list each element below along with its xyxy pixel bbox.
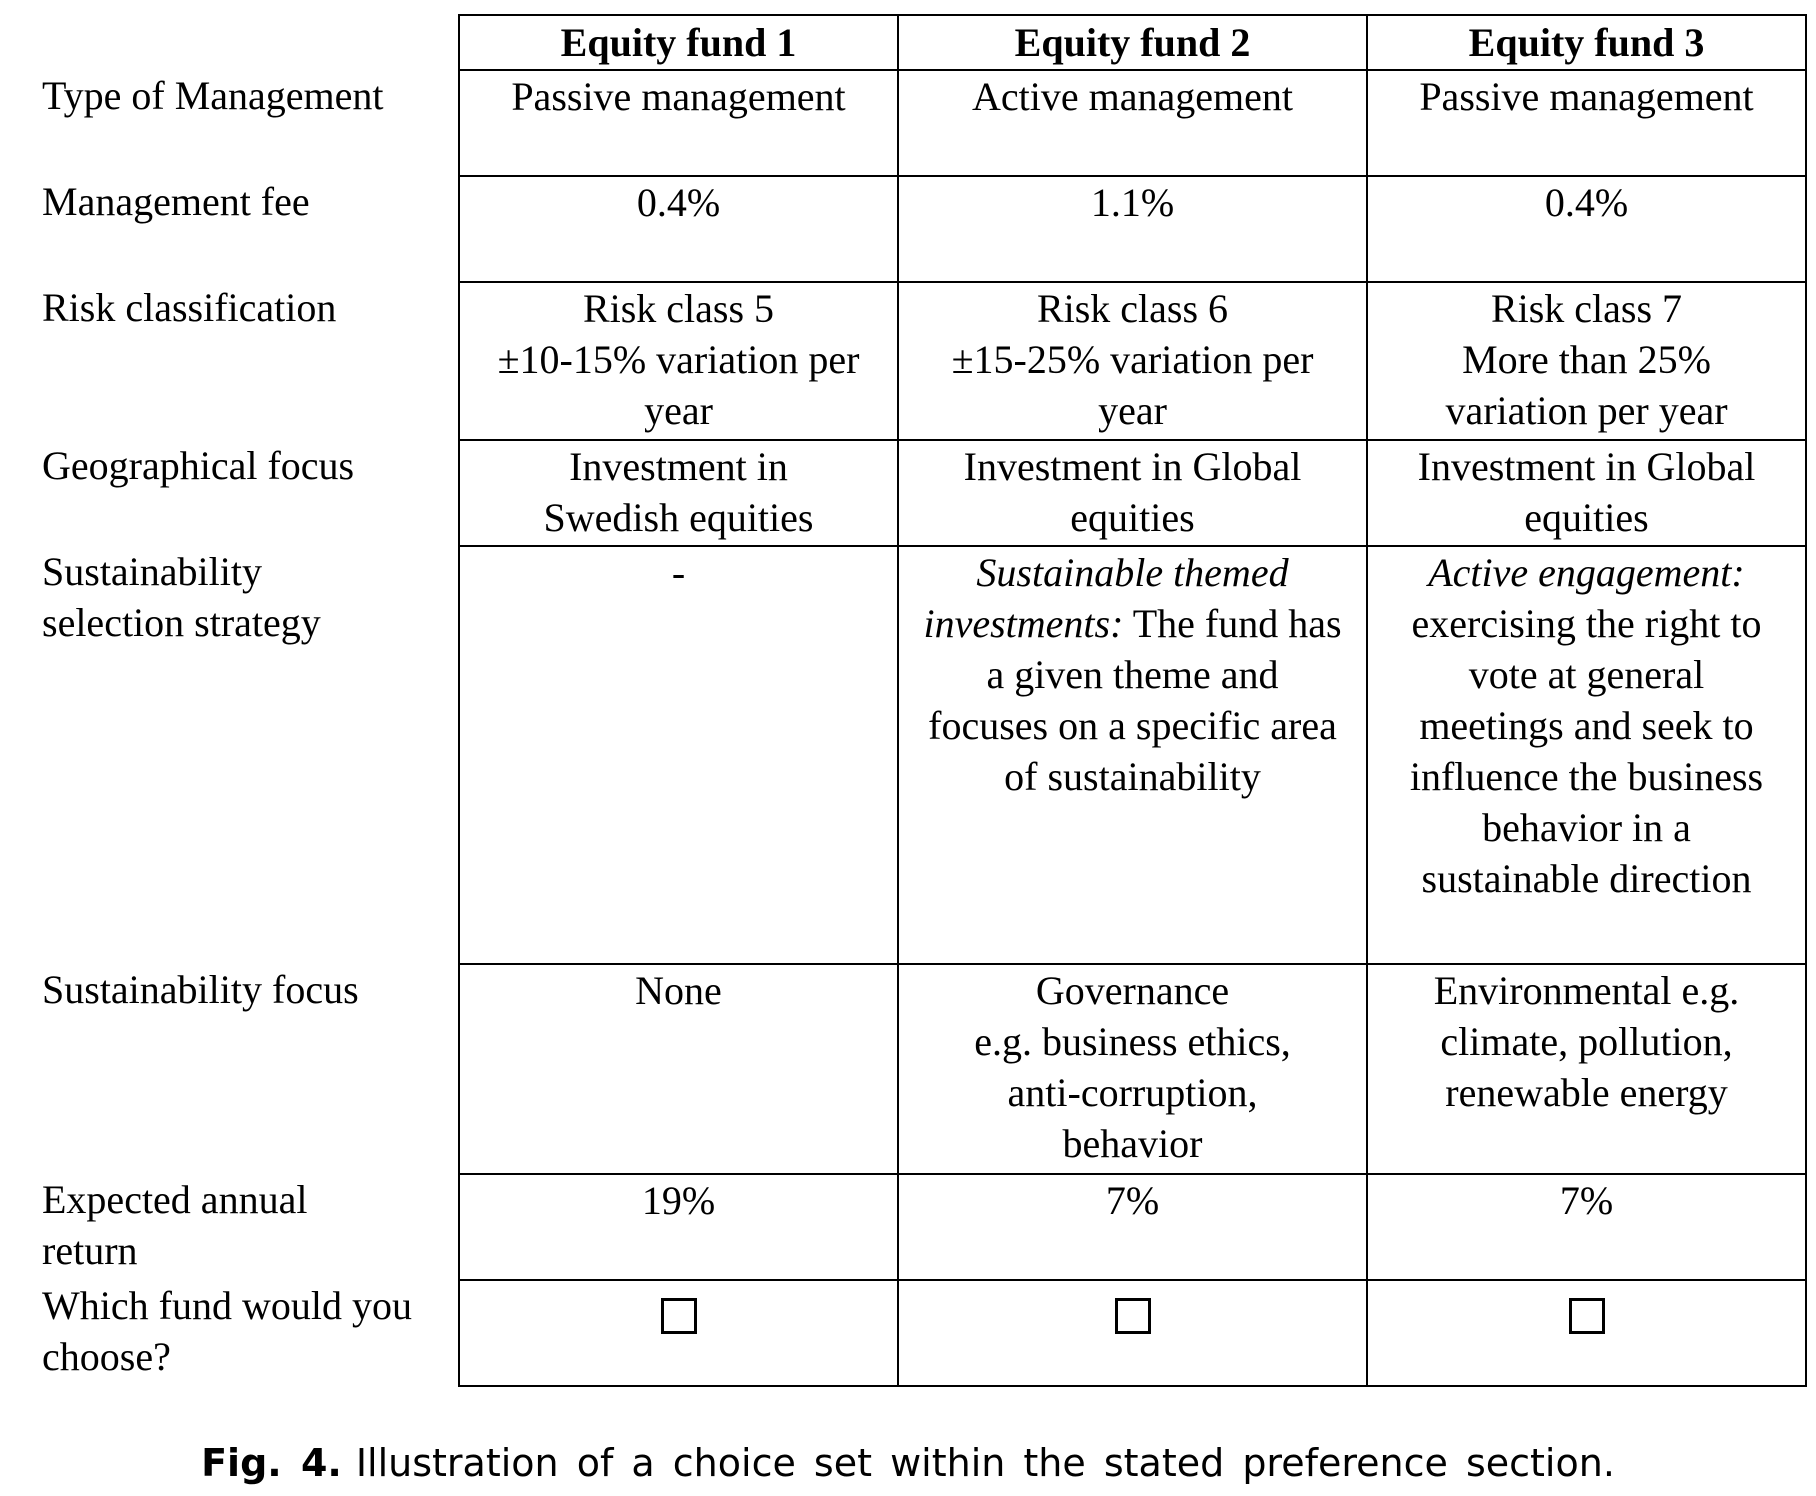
cell-choice-fund-1 bbox=[459, 1280, 898, 1386]
strategy-term-fund-2: Sustainable themed investments: bbox=[923, 550, 1289, 646]
cell-return-fund-2: 7% bbox=[898, 1174, 1367, 1280]
strategy-text-fund-1: - bbox=[671, 550, 686, 595]
header-equity-fund-2: Equity fund 2 bbox=[898, 15, 1367, 70]
header-equity-fund-3: Equity fund 3 bbox=[1367, 15, 1806, 70]
row-sustainability-selection-strategy bbox=[0, 546, 1806, 964]
cell-strategy-fund-3 bbox=[1367, 546, 1806, 964]
cell-strategy-fund-2 bbox=[898, 546, 1367, 964]
row-management-fee bbox=[0, 176, 1806, 282]
cell-return-fund-3: 7% bbox=[1367, 1174, 1806, 1280]
row-risk-classification bbox=[0, 282, 1806, 440]
cell-management-type-fund-1: Passive management bbox=[459, 70, 898, 176]
cell-focus-fund-1 bbox=[459, 964, 898, 1174]
row-label-fund-choice: Which fund would you choose? bbox=[0, 1280, 459, 1386]
risk-variation-fund-3: More than 25% variation per year bbox=[1445, 337, 1728, 433]
choice-set-table bbox=[0, 14, 1807, 1387]
figure-label: Fig. 4. bbox=[201, 1441, 342, 1485]
cell-geo-fund-2: Investment in Global equities bbox=[898, 440, 1367, 546]
figure-caption bbox=[0, 1440, 1816, 1486]
cell-focus-fund-3 bbox=[1367, 964, 1806, 1174]
focus-detail-fund-3: e.g. climate, pollution, renewable energy bbox=[1440, 968, 1740, 1115]
figure-caption-text: Illustration of a choice set within the stated preference section. bbox=[355, 1441, 1615, 1485]
cell-focus-fund-2 bbox=[898, 964, 1367, 1174]
row-label-sustainability-selection-strategy: Sustainability selection strategy bbox=[0, 546, 459, 964]
header-row bbox=[0, 15, 1806, 70]
row-label-geographical-focus: Geographical focus bbox=[0, 440, 459, 546]
cell-risk-fund-3 bbox=[1367, 282, 1806, 440]
row-label-management-fee: Management fee bbox=[0, 176, 459, 282]
choice-checkbox-fund-1[interactable] bbox=[661, 1298, 697, 1334]
focus-main-fund-1: None bbox=[635, 968, 722, 1013]
focus-main-fund-2: Governance bbox=[1035, 968, 1230, 1013]
row-geographical-focus bbox=[0, 440, 1806, 546]
row-expected-annual-return bbox=[0, 1174, 1806, 1280]
strategy-text-fund-3: exercising the right to vote at general meetings and seek to influence the business behavior in a sustainable direction bbox=[1409, 601, 1764, 901]
focus-detail-fund-2: e.g. business ethics, anti-corruption, behavior bbox=[974, 1019, 1291, 1166]
strategy-text-fund-2: The fund has a given theme and focuses on a specific area of sustainability bbox=[928, 601, 1342, 799]
risk-class-fund-1: Risk class 5 bbox=[582, 286, 775, 331]
choice-checkbox-fund-3[interactable] bbox=[1569, 1298, 1605, 1334]
choice-checkbox-fund-2[interactable] bbox=[1115, 1298, 1151, 1334]
risk-class-fund-3: Risk class 7 bbox=[1490, 286, 1683, 331]
cell-management-type-fund-2: Active management bbox=[898, 70, 1367, 176]
cell-risk-fund-1 bbox=[459, 282, 898, 440]
header-corner bbox=[0, 15, 459, 70]
risk-variation-fund-2: ±15-25% variation per year bbox=[951, 337, 1314, 433]
row-management-type bbox=[0, 70, 1806, 176]
cell-choice-fund-2 bbox=[898, 1280, 1367, 1386]
row-fund-choice bbox=[0, 1280, 1806, 1386]
cell-risk-fund-2 bbox=[898, 282, 1367, 440]
row-label-risk-classification: Risk classification bbox=[0, 282, 459, 440]
row-label-expected-annual-return: Expected annual return bbox=[0, 1174, 459, 1280]
row-sustainability-focus bbox=[0, 964, 1806, 1174]
cell-management-fee-fund-1: 0.4% bbox=[459, 176, 898, 282]
cell-return-fund-1: 19% bbox=[459, 1174, 898, 1280]
row-label-sustainability-focus: Sustainability focus bbox=[0, 964, 459, 1174]
focus-main-fund-3: Environmental bbox=[1433, 968, 1672, 1013]
cell-geo-fund-3: Investment in Global equities bbox=[1367, 440, 1806, 546]
risk-variation-fund-1: ±10-15% variation per year bbox=[497, 337, 860, 433]
strategy-term-fund-3: Active engagement: bbox=[1428, 550, 1745, 595]
cell-strategy-fund-1 bbox=[459, 546, 898, 964]
cell-management-type-fund-3: Passive management bbox=[1367, 70, 1806, 176]
cell-geo-fund-1: Investment in Swedish equities bbox=[459, 440, 898, 546]
cell-management-fee-fund-3: 0.4% bbox=[1367, 176, 1806, 282]
header-equity-fund-1: Equity fund 1 bbox=[459, 15, 898, 70]
risk-class-fund-2: Risk class 6 bbox=[1036, 286, 1229, 331]
cell-choice-fund-3 bbox=[1367, 1280, 1806, 1386]
row-label-management-type: Type of Management bbox=[0, 70, 459, 176]
cell-management-fee-fund-2: 1.1% bbox=[898, 176, 1367, 282]
